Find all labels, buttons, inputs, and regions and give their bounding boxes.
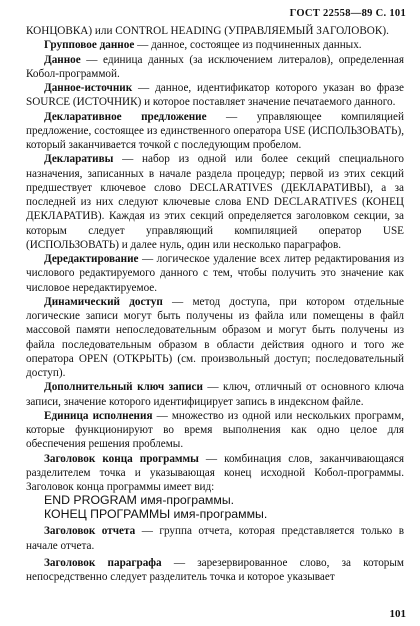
definition-text: — набор из одной или более секций специального назначения, записанных в начале раздела процедур; первой из этих секций предшествует ключевое слово DECLARATIVES (ДЕКЛАРАТИВЫ), а за последней из них следуют ключевые слова END DECLARATIVES (КОНЕЦ ДЕКЛАРАТИВ). Каждая из этих секций определяется заголовком секции, за которым следует управляющий компиляцией оператор USE (ИСПОЛЬЗОВАТЬ) и далее нуль, один или несколько параграфов. — [26, 153, 404, 251]
page-header: ГОСТ 22558—89 С. 101 — [289, 8, 406, 19]
page-number: 101 — [389, 608, 406, 620]
term: Единица исполнения — [44, 409, 153, 422]
term: Заголовок конца программы — [44, 452, 199, 465]
code-line: END PROGRAM имя-программы. — [44, 493, 235, 508]
term: Данное — [44, 53, 81, 66]
definition-text: — комбинация слов, заканчивающаяся разделителем точка и указывающая конец исходной Кобол-программы. Заголовок конца программы имеет вид: — [26, 452, 404, 493]
definition-text: — данное, состоящее из подчиненных данных. — [134, 39, 362, 52]
term: Дополнительный ключ записи — [44, 381, 203, 394]
definition-paragraph — [26, 152, 404, 252]
definition-paragraph — [26, 524, 404, 553]
definition-paragraph — [26, 380, 404, 409]
definition-text: — логическое удаление всех литер редактирования из числового редактируемого данного с тем, чтобы получить это значение как числовое нередактируемое. — [26, 253, 404, 294]
definition-text: — множество из одной или нескольких программ, которые функционируют во время выполнения как одно целое для обеспечения решения проблемы. — [26, 409, 404, 451]
page-body — [26, 24, 404, 584]
definition-text: — группа отчета, которая представляется только в начале отчета. — [26, 525, 404, 552]
definition-text: — зарезервированное слово, за которым непосредственно следует разделитель точка и которое указывает — [26, 556, 404, 583]
term: Декларативное предложение — [44, 110, 207, 123]
definition-paragraph — [26, 81, 404, 110]
term: Динамический доступ — [44, 295, 163, 308]
term: Заголовок отчета — [44, 525, 136, 538]
definition-paragraph — [26, 452, 404, 495]
definition-text: — единица данных (за исключением литералов), определенная Кобол-программой. — [26, 53, 404, 80]
definition-paragraph — [26, 53, 404, 82]
definition-paragraph — [26, 556, 404, 585]
paragraph-continuation: КОНЦОВКА) или CONTROL HEADING (УПРАВЛЯЕМЫЙ ЗАГОЛОВОК). — [26, 25, 389, 37]
term: Дередактирование — [44, 253, 139, 265]
definition-text: — данное, идентификатор которого указан во фразе SOURCE (ИСТОЧНИК) и которое поставляет значение печатаемого данного. — [26, 82, 404, 109]
definition-text: — ключ, отличный от основного ключа записи, значение которого идентифицирует запись в индексном файле. — [26, 381, 404, 408]
code-line: КОНЕЦ ПРОГРАММЫ имя-программы. — [44, 506, 268, 521]
definition-text: — управляющее компиляцией предложение, состоящее из единственного оператора USE (ИСПОЛЬЗОВАТЬ), который заканчивается точкой с последующим пробелом. — [26, 110, 404, 151]
term: Данное-источник — [44, 82, 133, 94]
definition-paragraph — [26, 409, 404, 452]
definition-paragraph — [26, 295, 404, 381]
definition-paragraph — [26, 38, 404, 52]
definition-paragraph — [26, 252, 404, 295]
term: Групповое данное — [44, 39, 135, 52]
definition-paragraph — [26, 110, 404, 153]
definition-text: — метод доступа, при котором отдельные логические записи могут быть получены из файла или помещены в файл массовой памяти непоследовательным образом и могут быть получены из файла последовательным образом в области действия одного и того же оператора OPEN (ОТКРЫТЬ) (см. произвольный доступ; последовательный доступ). — [26, 295, 404, 379]
term: Декларативы — [44, 153, 114, 166]
term: Заголовок параграфа — [44, 556, 162, 569]
